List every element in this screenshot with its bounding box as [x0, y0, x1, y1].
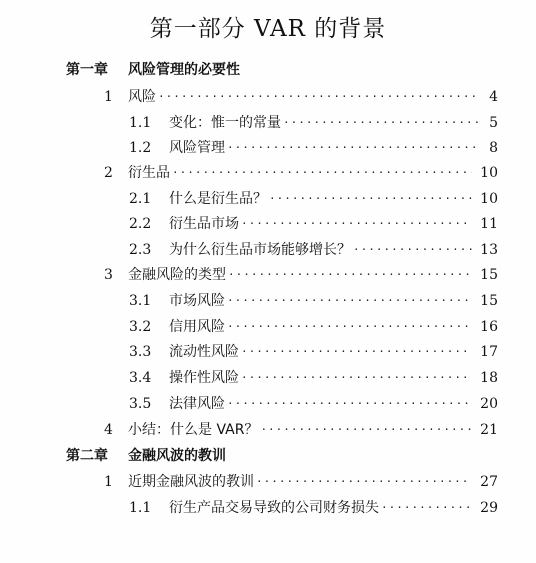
entry-title: 法律风险 — [169, 396, 225, 412]
dot-leader — [172, 163, 472, 183]
chapter-heading — [66, 60, 240, 80]
entry-title: 风险 — [128, 89, 156, 105]
entry-title: 流动性风险 — [169, 344, 239, 360]
page-number: 20 — [480, 396, 498, 412]
entry-title: 金融风险的类型 — [128, 267, 226, 283]
dot-leader — [227, 291, 472, 311]
toc-entry[interactable] — [129, 394, 498, 414]
toc-entry[interactable] — [129, 113, 498, 133]
toc-entry[interactable] — [104, 420, 498, 440]
entry-title: 衍生品市场 — [169, 216, 239, 232]
toc-entry[interactable] — [129, 317, 498, 337]
dot-leader — [241, 214, 472, 234]
toc-entry[interactable] — [129, 498, 498, 518]
entry-number: 3 — [104, 267, 113, 283]
entry-title: 什么是衍生品？ — [169, 191, 267, 207]
entry-title: 小结：什么是 VAR？ — [128, 422, 259, 438]
toc-entry[interactable] — [104, 163, 498, 183]
toc-entry[interactable] — [129, 214, 498, 234]
toc-entry[interactable] — [104, 87, 498, 107]
dot-leader — [353, 240, 472, 260]
entry-title: 信用风险 — [169, 319, 225, 335]
entry-number: 2.1 — [129, 191, 152, 207]
chapter-title: 风险管理的必要性 — [128, 62, 240, 78]
toc-entry[interactable] — [129, 240, 498, 260]
dot-leader — [256, 472, 472, 492]
chapter-number: 第一章 — [66, 62, 108, 78]
part-title: 第一部分 VAR 的背景 — [149, 16, 387, 42]
entry-title: 衍生品 — [128, 165, 170, 181]
entry-number: 2.2 — [129, 216, 152, 232]
page-number: 21 — [480, 422, 498, 438]
dot-leader — [227, 394, 472, 414]
entry-number: 3.4 — [129, 370, 152, 386]
entry-title: 市场风险 — [169, 293, 225, 309]
entry-number: 1 — [104, 89, 113, 105]
page-number: 18 — [480, 370, 498, 386]
page-number: 15 — [480, 267, 498, 283]
entry-number: 2.3 — [129, 242, 152, 258]
entry-title: 衍生产品交易导致的公司财务损失 — [169, 500, 379, 516]
toc-entry[interactable] — [129, 291, 498, 311]
dot-leader — [241, 342, 472, 362]
toc-entry[interactable] — [104, 472, 498, 492]
page-number: 15 — [480, 293, 498, 309]
entry-number: 1.1 — [129, 500, 152, 516]
entry-number: 3.2 — [129, 319, 152, 335]
toc-entry[interactable] — [129, 368, 498, 388]
toc-entry[interactable] — [129, 342, 498, 362]
entry-number: 2 — [104, 165, 113, 181]
chapter-number: 第二章 — [66, 448, 108, 464]
dot-leader — [227, 138, 480, 158]
page-number: 13 — [480, 242, 498, 258]
dot-leader — [283, 113, 480, 133]
page-number: 4 — [489, 89, 498, 105]
page-number: 17 — [480, 344, 498, 360]
entry-number: 3.5 — [129, 396, 152, 412]
toc-entry[interactable] — [104, 265, 498, 285]
entry-number: 1 — [104, 474, 113, 490]
toc-entry[interactable] — [129, 189, 498, 209]
entry-title: 为什么衍生品市场能够增长？ — [169, 242, 351, 258]
dot-leader — [260, 420, 472, 440]
chapter-title: 金融风波的教训 — [128, 448, 226, 464]
dot-leader — [269, 189, 472, 209]
entry-number: 1.2 — [129, 140, 152, 156]
entry-title: 风险管理 — [169, 140, 225, 156]
page-number: 10 — [480, 191, 498, 207]
page-number: 27 — [480, 474, 498, 490]
dot-leader — [241, 368, 472, 388]
entry-title: 变化：惟一的常量 — [169, 115, 281, 131]
page-number: 11 — [480, 216, 498, 232]
dot-leader — [158, 87, 480, 107]
entry-number: 3.3 — [129, 344, 152, 360]
entry-number: 3.1 — [129, 293, 152, 309]
entry-number: 1.1 — [129, 115, 152, 131]
page-number: 16 — [480, 319, 498, 335]
page-number: 29 — [480, 500, 498, 516]
dot-leader — [381, 498, 472, 518]
dot-leader — [227, 317, 472, 337]
dot-leader — [228, 265, 472, 285]
page-number: 10 — [480, 165, 498, 181]
entry-number: 4 — [104, 422, 113, 438]
toc-entry[interactable] — [129, 138, 498, 158]
entry-title: 近期金融风波的教训 — [128, 474, 254, 490]
chapter-heading — [66, 446, 226, 466]
page-number: 8 — [489, 140, 498, 156]
page-number: 5 — [489, 115, 498, 131]
entry-title: 操作性风险 — [169, 370, 239, 386]
